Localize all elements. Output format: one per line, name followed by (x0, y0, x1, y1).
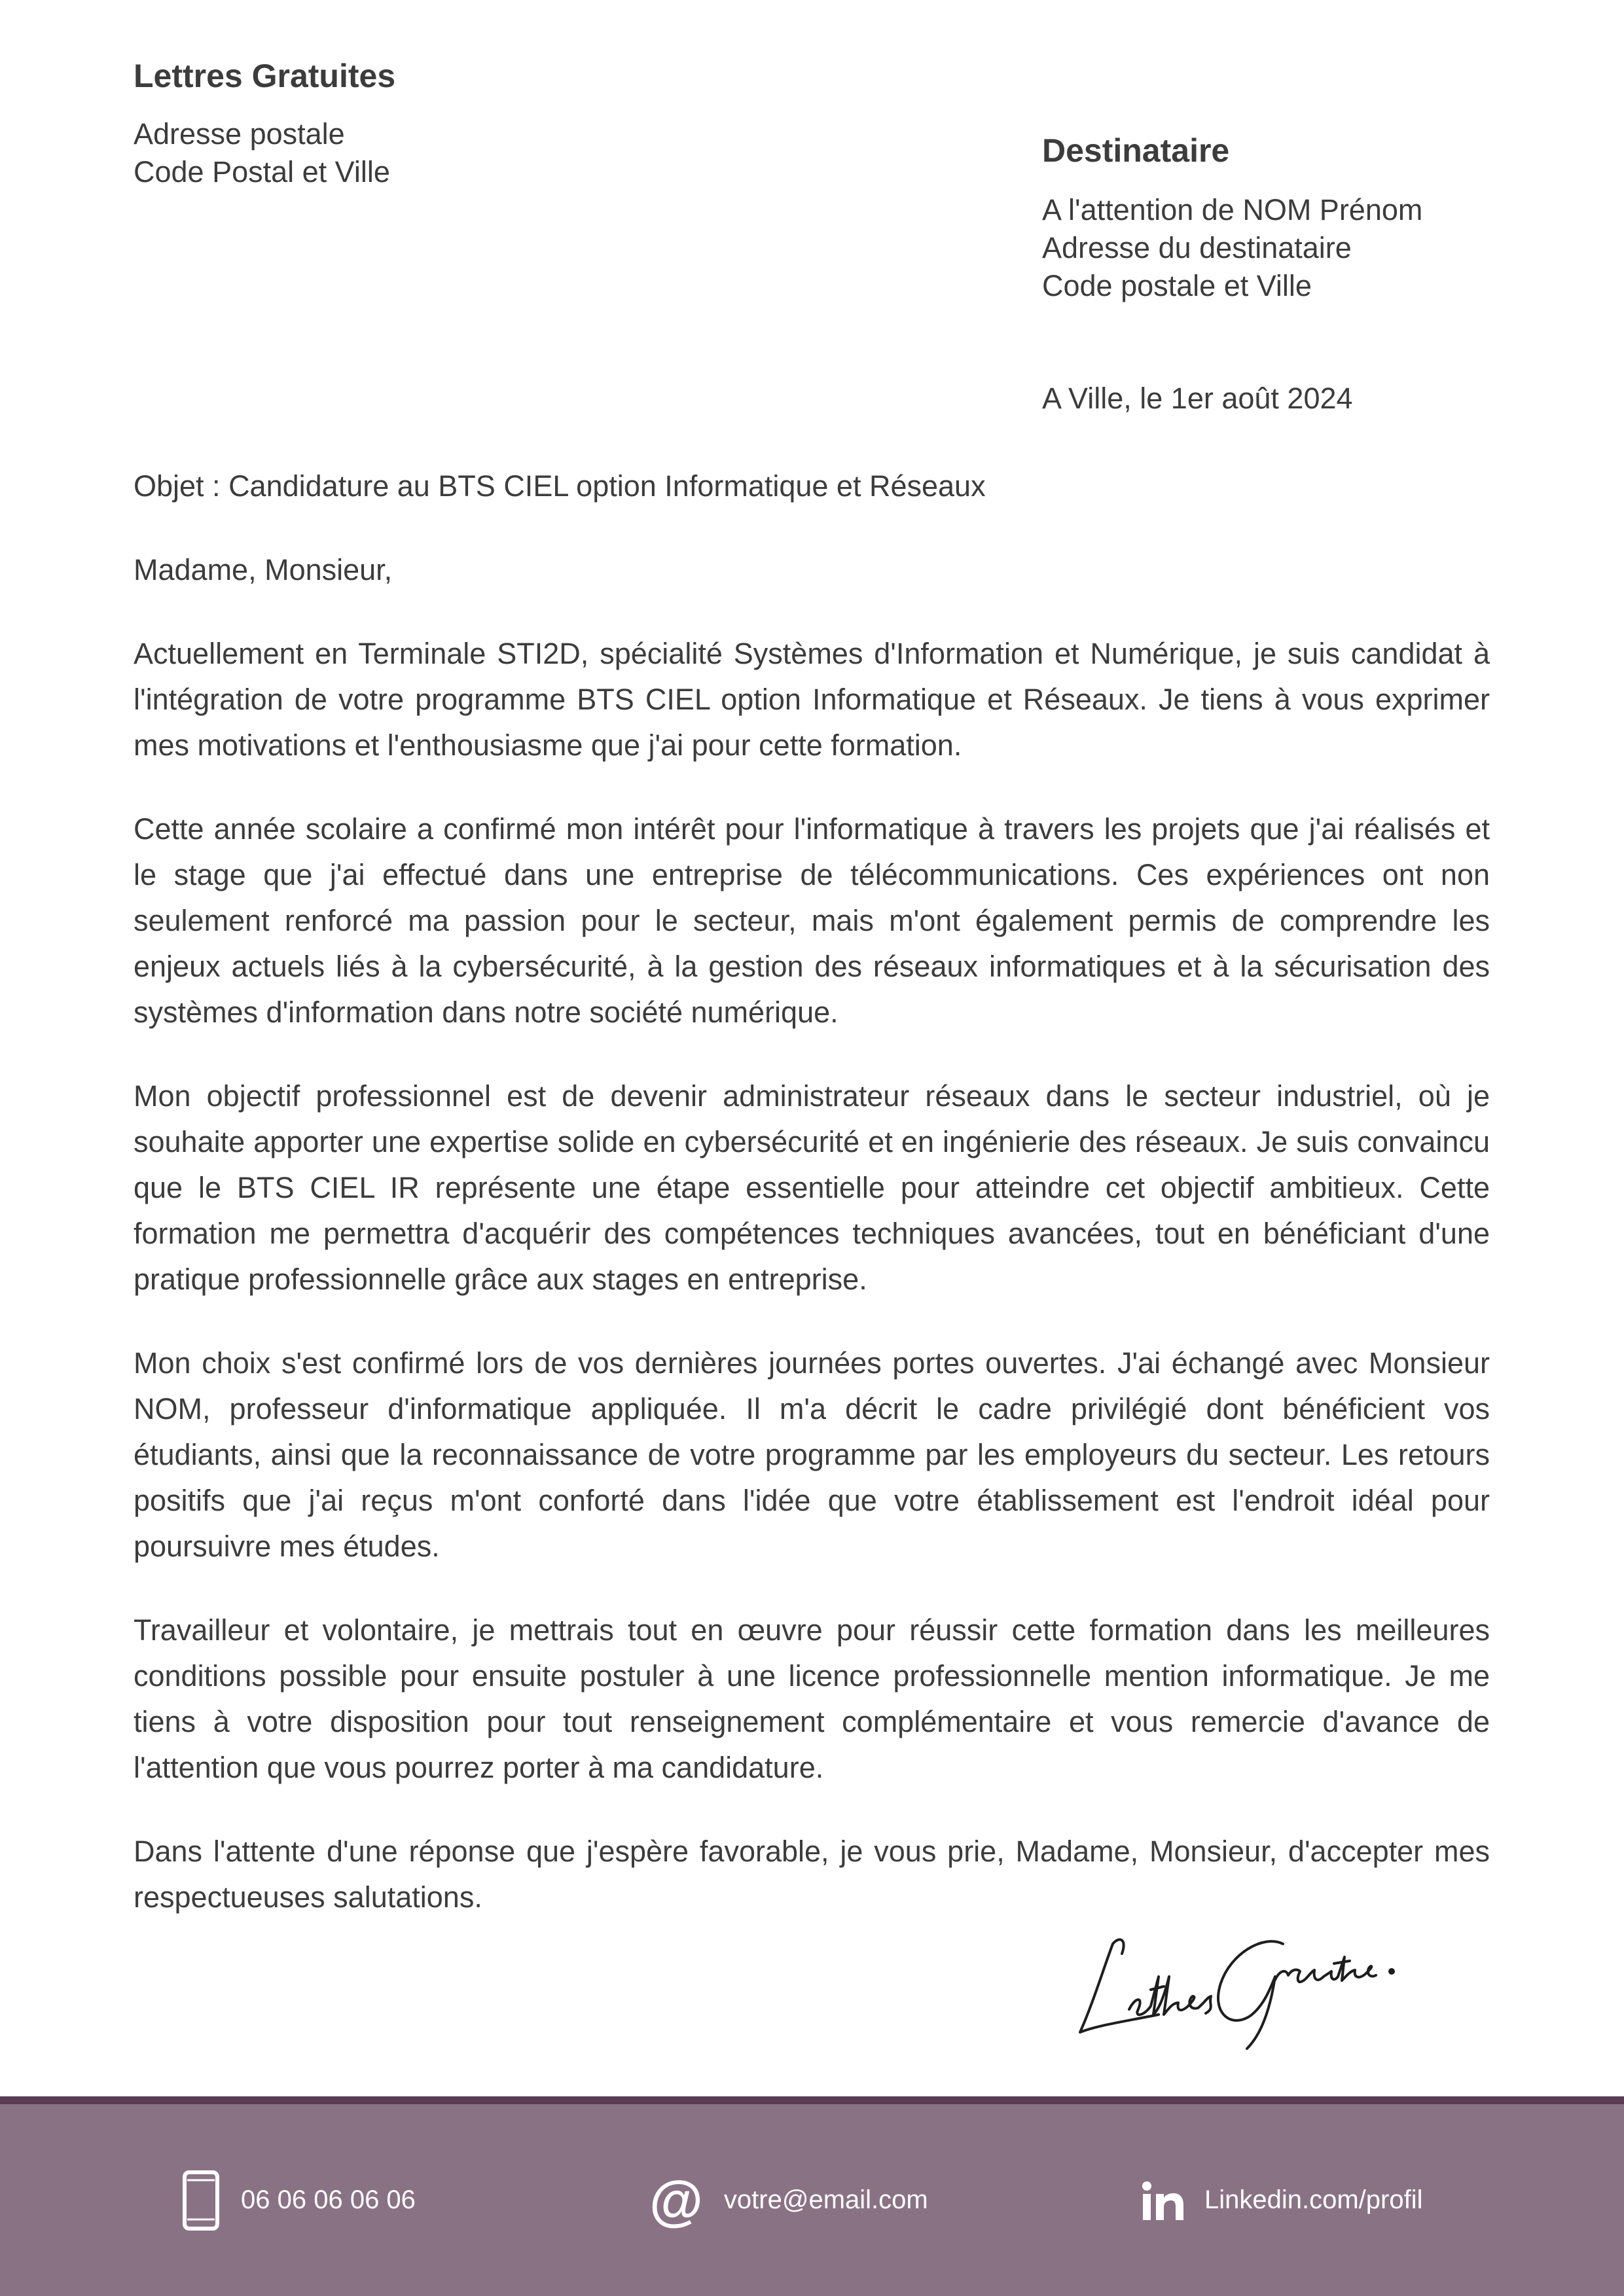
recipient-address: Adresse du destinataire (1042, 231, 1352, 264)
letter-date: A Ville, le 1er août 2024 (1042, 382, 1353, 415)
handwritten-signature (1067, 1898, 1440, 2062)
contact-linkedin[interactable] (1142, 2104, 1423, 2296)
sender-city: Code Postal et Ville (134, 155, 390, 188)
sender-address: Adresse postale (134, 117, 345, 151)
email-address: votre@email.com (723, 2185, 928, 2214)
phone-number: 06 06 06 06 06 (241, 2185, 416, 2214)
linkedin-url: Linkedin.com/profil (1204, 2185, 1423, 2214)
paragraph-5: Travailleur et volontaire, je mettrais tout en œuvre pour réussir cette formation dans les meilleures conditions possible pour ensuite postuler à une licence professionnelle mention informatique. Je me tiens à votre disposition pour tout renseignement complémentaire et vous remercie d'avance de l'attention que vous pourrez porter à ma candidature. (134, 1613, 1490, 1784)
sender-name: Lettres Gratuites (134, 58, 396, 94)
at-icon: @ (649, 2169, 703, 2231)
sender-block (134, 54, 395, 191)
contact-phone[interactable] (182, 2104, 416, 2296)
letter-body (134, 463, 1490, 1958)
recipient-block (1042, 128, 1422, 305)
contact-footer (0, 2096, 1624, 2296)
letter-subject: Objet : Candidature au BTS CIEL option Informatique et Réseaux (134, 469, 986, 503)
linkedin-icon (1142, 2181, 1183, 2220)
closing-paragraph: Dans l'attente d'une réponse que j'espère favorable, je vous prie, Madame, Monsieur, d'accepter mes respectueuses salutations. (134, 1835, 1490, 1914)
recipient-city: Code postale et Ville (1042, 269, 1312, 302)
paragraph-1: Actuellement en Terminale STI2D, spécialité Systèmes d'Information et Numérique, je suis candidat à l'intégration de votre programme BTS CIEL option Informatique et Réseaux. Je tiens à vous exprimer mes motivations et l'enthousiasme que j'ai pour cette formation. (134, 637, 1490, 762)
paragraph-3: Mon objectif professionnel est de devenir administrateur réseaux dans le secteur industriel, où je souhaite apporter une expertise solide en cybersécurité et en ingénierie des réseaux. Je suis convaincu que le BTS CIEL IR représente une étape essentielle pour atteindre cet objectif ambitieux. Cette formation me permettra d'acquérir des compétences techniques avancées, tout en bénéficiant d'une pratique professionnelle grâce aux stages en entreprise. (134, 1079, 1490, 1296)
recipient-title: Destinataire (1042, 132, 1230, 169)
phone-icon (182, 2170, 220, 2231)
contact-email[interactable] (649, 2104, 928, 2296)
recipient-attention: A l'attention de NOM Prénom (1042, 193, 1423, 226)
paragraph-2: Cette année scolaire a confirmé mon intérêt pour l'informatique à travers les projets que j'ai réalisés et le stage que j'ai effectué dans une entreprise de télécommunications. Ces expériences ont non seulement renforcé ma passion pour le secteur, mais m'ont également permis de comprendre les enjeux actuels liés à la cybersécurité, à la gestion des réseaux informatiques et à la sécurisation des systèmes d'information dans notre société numérique. (134, 812, 1490, 1029)
paragraph-4: Mon choix s'est confirmé lors de vos dernières journées portes ouvertes. J'ai échangé avec Monsieur NOM, professeur d'informatique appliquée. Il m'a décrit le cadre privilégié dont bénéficient vos étudiants, ainsi que la reconnaissance de votre programme par les employeurs du secteur. Les retours positifs que j'ai reçus m'ont conforté dans l'idée que votre établissement est l'endroit idéal pour poursuivre mes études. (134, 1346, 1490, 1563)
letter-salutation: Madame, Monsieur, (134, 553, 393, 586)
